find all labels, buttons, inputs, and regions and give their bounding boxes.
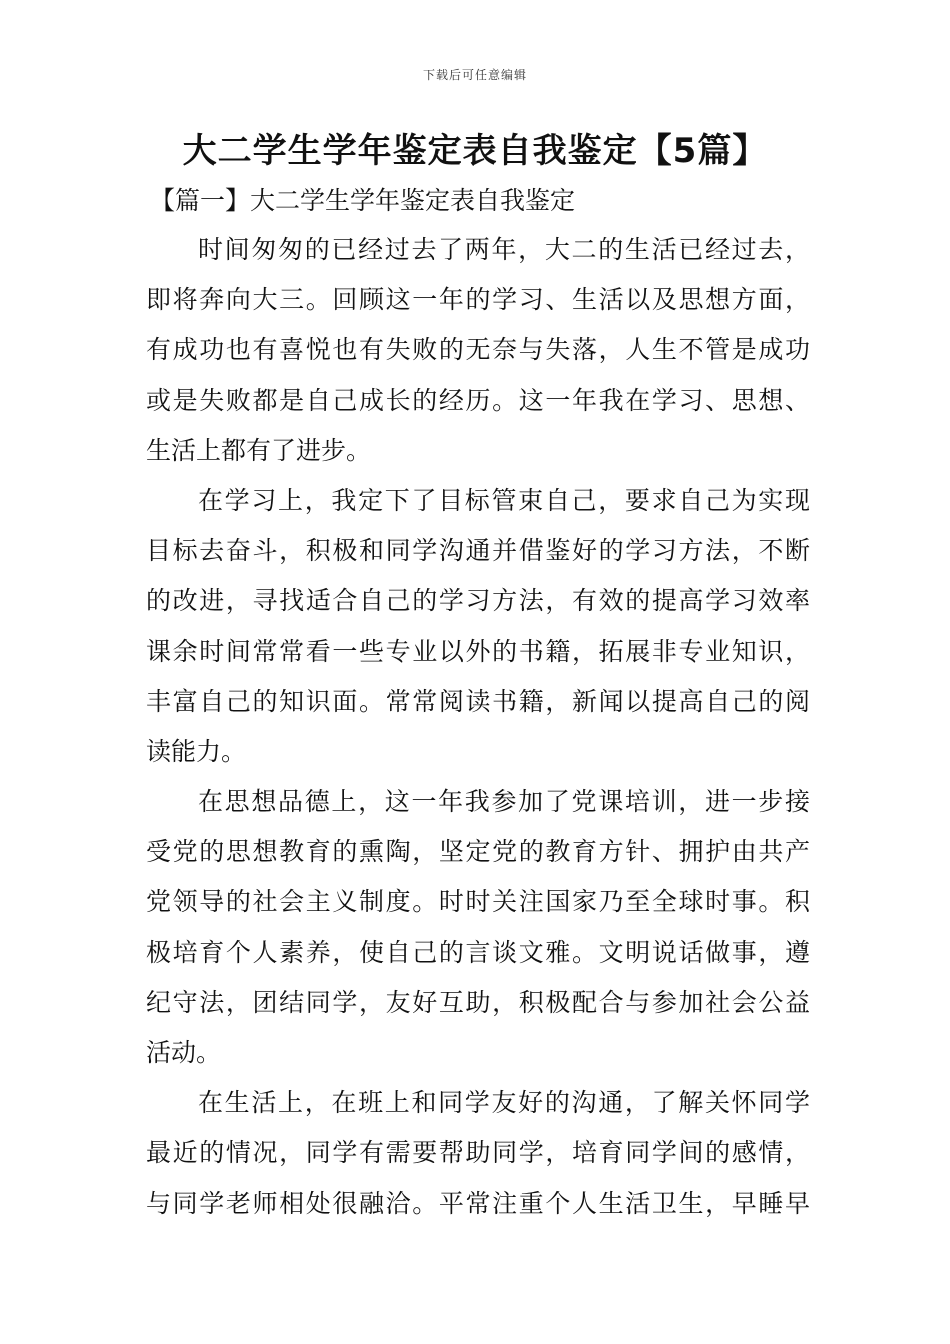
text-line: 在生活上，在班上和同学友好的沟通，了解关怀同学: [198, 1088, 810, 1118]
text-line: 即将奔向大三。回顾这一年的学习、生活以及思想方面，: [146, 285, 810, 315]
text-line: 生活上都有了进步。: [146, 435, 372, 465]
text-line: 读能力。: [146, 736, 247, 766]
text-line: 课余时间常常看一些专业以外的书籍，拓展非专业知识，: [146, 636, 810, 666]
text-line: 纪守法，团结同学，友好互助，积极配合与参加社会公益: [146, 987, 810, 1017]
text-line: 时间匆匆的已经过去了两年，大二的生活已经过去，: [198, 235, 810, 264]
text-line: 在学习上，我定下了目标管束自己，要求自己为实现: [198, 485, 810, 515]
text-line: 有成功也有喜悦也有失败的无奈与失落，人生不管是成功: [146, 335, 810, 365]
text-line: 极培育个人素养，使自己的言谈文雅。文明说话做事，遵: [146, 937, 810, 967]
text-line: 丰富自己的知识面。常常阅读书籍，新闻以提高自己的阅: [146, 686, 810, 716]
page-header-note: 下载后可任意编辑: [422, 68, 527, 82]
text-line: 的改进，寻找适合自己的学习方法，有效的提高学习效率: [146, 586, 810, 616]
paragraph-3: [146, 783, 810, 1084]
paragraph-1: [146, 231, 810, 482]
text-line: 活动。: [146, 1038, 222, 1067]
text-line: 目标去奋斗，积极和同学沟通并借鉴好的学习方法，不断: [146, 536, 810, 566]
document-title: 大二学生学年鉴定表自我鉴定【5篇】: [182, 131, 768, 171]
paragraph-2: [146, 482, 810, 783]
paragraph-4: [146, 1084, 810, 1235]
text-line: 党领导的社会主义制度。时时关注国家乃至全球时事。积: [146, 887, 810, 917]
text-line: 在思想品德上，这一年我参加了党课培训，进一步接: [198, 787, 810, 817]
text-line: 最近的情况，同学有需要帮助同学，培育同学间的感情，: [146, 1138, 810, 1168]
text-line: 或是失败都是自己成长的经历。这一年我在学习、思想、: [146, 385, 810, 415]
section-heading: 【篇一】大二学生学年鉴定表自我鉴定: [150, 186, 576, 215]
document-body: [146, 231, 810, 1235]
text-line: 受党的思想教育的熏陶，坚定党的教育方针、拥护由共产: [146, 837, 810, 867]
text-line: 与同学老师相处很融洽。平常注重个人生活卫生，早睡早: [146, 1188, 810, 1218]
